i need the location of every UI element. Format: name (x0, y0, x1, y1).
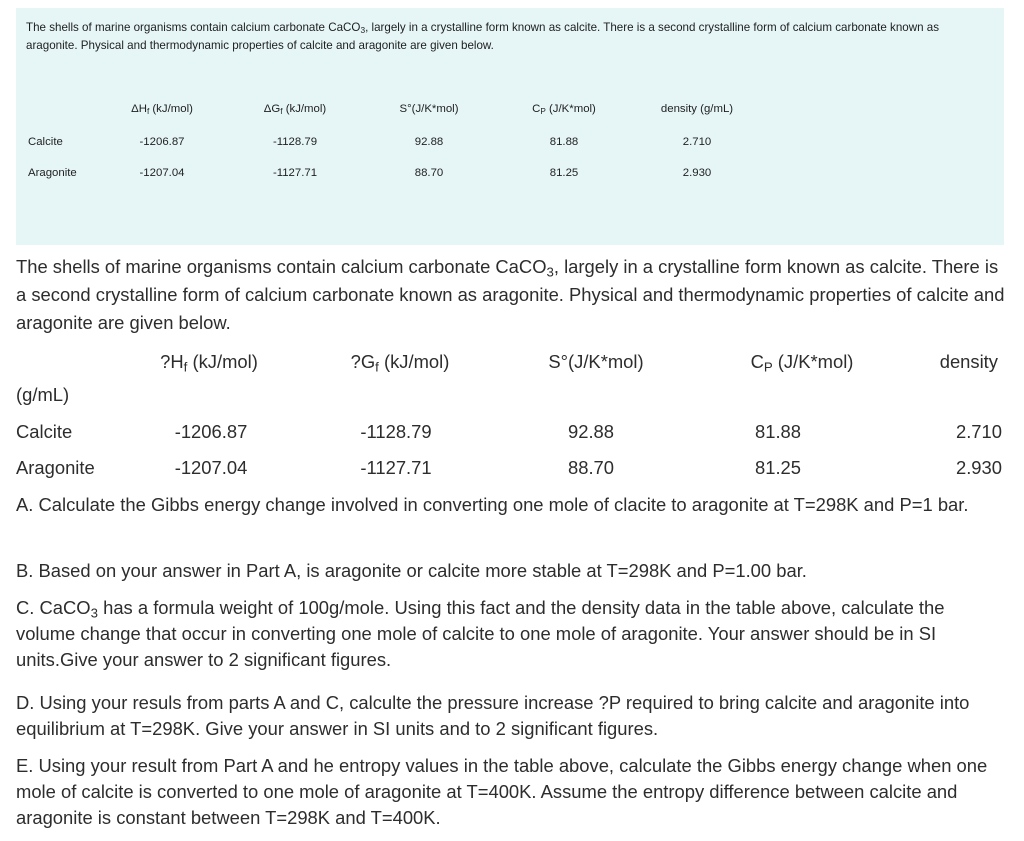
question-a: A. Calculate the Gibbs energy change involved in converting one mole of clacite to aragonite at T=298K and P=1 bar. (16, 494, 969, 515)
box-cell-entropy: 88.70 (414, 167, 444, 179)
header-dhf: $?H_f$ (kJ/mol) (160, 351, 258, 375)
header-cp: $C_P$ (J/K*mol) (750, 351, 854, 375)
box-intro-subscript: 3 (360, 25, 366, 36)
question-c: C. CaCO$_3$ has a formula weight of 100g/mole. Using this fact and the density data in the table above, calculate the volume change that occur in converting one mole of calcite to one mole of aragonite. Your answer should be in SI units.Give your answer to 2 significant figures. (16, 597, 945, 670)
cell-cp: 81.88 (754, 421, 802, 442)
box-header-cp: $C_P$ (J/K*mol) (532, 103, 596, 117)
question-intro: The shells of marine organisms contain calcium carbonate CaCO$_3$, largely in a crystalline form known as calcite. There is a second crystalline form of calcium carbonate known as aragonite. Physical and thermodynamic properties of calcite and aragonite are given below. (16, 256, 1005, 333)
question-b: B. Based on your answer in Part A, is aragonite or calcite more stable at T=298K and P=1.00 bar. (16, 560, 807, 581)
box-cell-dgf: -1128.79 (272, 136, 318, 148)
box-row-label: Calcite (28, 136, 63, 148)
question-d: D. Using your resuls from parts A and C, calculte the pressure increase ?P required to bring calcite and aragonite into equilibrium at T=298K. Give your answer in SI units and to 2 significant figures. (16, 692, 970, 739)
header-density: density (939, 351, 998, 372)
box-cell-cp: 81.88 (549, 136, 579, 148)
row-label: Calcite (16, 421, 73, 442)
box-intro-part: , largely in a crystalline form known as calcite. There is a second crystalline form of calcium carbonate known as aragonite. Physical and thermodynamic properties of calcite and aragonite are given below. (26, 21, 940, 52)
cell-dgf: -1127.71 (360, 457, 432, 478)
cell-entropy: 88.70 (567, 457, 615, 478)
box-intro-text (26, 19, 986, 55)
question-image-box (16, 8, 1004, 245)
cell-entropy: 92.88 (567, 421, 615, 442)
row-label: Aragonite (16, 457, 95, 478)
box-cell-dgf: -1127.71 (272, 167, 318, 179)
box-header-dhf: $\Delta H_f$ (kJ/mol) (131, 103, 193, 117)
box-header-density: density (g/mL) (660, 103, 734, 115)
question-e: E. Using your result from Part A and he entropy values in the table above, calculate the Gibbs energy change when one mole of calcite is converted to one mole of aragonite at T=400K. Assume the entropy difference between calcite and aragonite is constant between T=298K and T=400K. (16, 755, 988, 828)
header-density-unit: (g/mL) (16, 384, 70, 405)
box-cell-density: 2.930 (682, 167, 712, 179)
cell-dhf: -1206.87 (174, 421, 248, 442)
box-cell-entropy: 92.88 (414, 136, 444, 148)
cell-density: 2.930 (955, 457, 1002, 478)
box-cell-cp: 81.25 (549, 167, 579, 179)
box-cell-dhf: -1206.87 (139, 136, 185, 148)
header-entropy: S°(J/K*mol) (548, 351, 644, 372)
box-intro-part: The shells of marine organisms contain calcium carbonate CaCO (26, 21, 361, 34)
cell-cp: 81.25 (754, 457, 802, 478)
cell-density: 2.710 (955, 421, 1002, 442)
box-header-dgf: $\Delta G_f$ (kJ/mol) (263, 103, 327, 117)
box-cell-density: 2.710 (682, 136, 712, 148)
box-cell-dhf: -1207.04 (139, 167, 185, 179)
cell-dgf: -1128.79 (360, 421, 432, 442)
box-header-entropy: S°(J/K*mol) (399, 103, 459, 115)
header-dgf: $?G_f$ (kJ/mol) (350, 351, 450, 375)
cell-dhf: -1207.04 (174, 457, 248, 478)
box-row-label: Aragonite (28, 167, 77, 179)
